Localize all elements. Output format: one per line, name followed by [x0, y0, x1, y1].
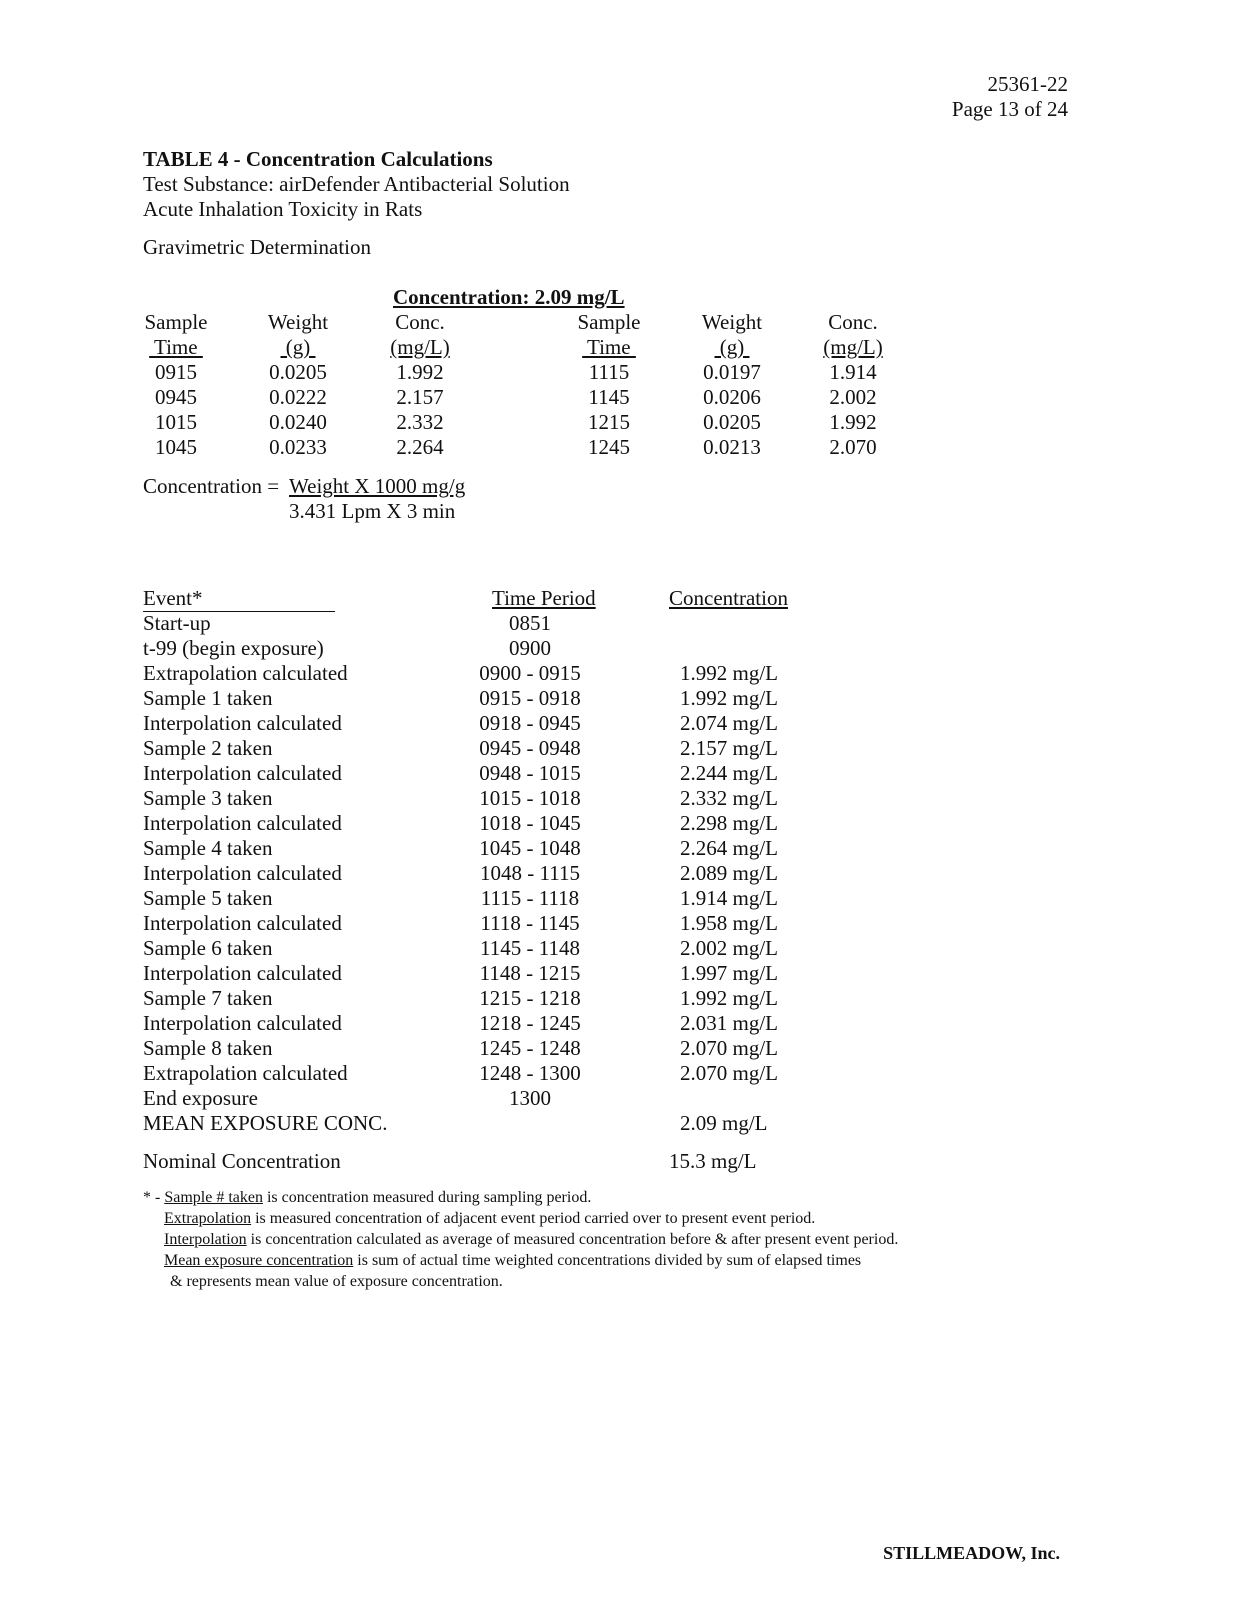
event-label: End exposure — [143, 1086, 258, 1110]
sample-table-cell: 0.0205 — [269, 360, 327, 384]
event-concentration: 2.089 mg/L — [680, 861, 778, 885]
sample-table-cell: 2.157 — [396, 385, 444, 409]
sample-table-header-unit: Time — [582, 335, 636, 359]
event-concentration: 2.332 mg/L — [680, 786, 778, 810]
formula-lhs: Concentration = — [143, 474, 280, 498]
event-label: Interpolation calculated — [143, 711, 342, 735]
sample-table-cell: 1.914 — [829, 360, 877, 384]
event-label: Interpolation calculated — [143, 961, 342, 985]
event-time-period: 0915 - 0918 — [479, 686, 581, 710]
test-substance: Test Substance: airDefender Antibacterial Solution — [143, 172, 570, 196]
sample-table-cell: 0945 — [155, 385, 197, 409]
event-label: Sample 2 taken — [143, 736, 273, 760]
sample-table-header: Conc. — [395, 310, 445, 334]
footnote-line-4: Mean exposure concentration is sum of actual time weighted concentrations divided by sum of elapsed times — [164, 1252, 862, 1269]
event-time-period: 1018 - 1045 — [479, 811, 581, 835]
event-label: Extrapolation calculated — [143, 661, 348, 685]
sample-table-header: Weight — [701, 310, 763, 334]
footnote-line-1: * - Sample # taken is concentration measured during sampling period. — [143, 1189, 592, 1206]
sample-table-cell: 1.992 — [829, 410, 877, 434]
sample-table-cell: 1215 — [588, 410, 630, 434]
company-name: STILLMEADOW, Inc. — [883, 1543, 1060, 1563]
sample-table-cell: 0915 — [155, 360, 197, 384]
sample-table-header-unit: (g) — [714, 335, 750, 359]
event-label: Interpolation calculated — [143, 761, 342, 785]
formula-denominator: 3.431 Lpm X 3 min — [289, 499, 456, 523]
event-concentration: 1.997 mg/L — [680, 961, 778, 985]
sample-table-header: Conc. — [828, 310, 878, 334]
event-time-period: 1015 - 1018 — [479, 786, 581, 810]
footnote-line-3: Interpolation is concentration calculated as average of measured concentration before & after present event period. — [164, 1231, 899, 1248]
sample-table-header-unit: (g) — [280, 335, 316, 359]
event-time-period: 0900 — [509, 636, 551, 660]
method-label: Gravimetric Determination — [143, 235, 371, 259]
event-time-period: 1148 - 1215 — [479, 961, 581, 985]
event-concentration: 2.09 mg/L — [680, 1111, 768, 1135]
event-time-period: 0945 - 0948 — [479, 736, 581, 760]
sample-table-cell: 1.992 — [396, 360, 444, 384]
event-time-period: 1300 — [509, 1086, 551, 1110]
sample-table-header: Sample — [144, 310, 208, 334]
sample-table-cell: 0.0213 — [703, 435, 761, 459]
report-number: 25361-22 — [987, 72, 1068, 96]
event-time-period: 1218 - 1245 — [479, 1011, 581, 1035]
sample-table-header: Weight — [267, 310, 329, 334]
event-label: Sample 8 taken — [143, 1036, 273, 1060]
event-concentration: 2.070 mg/L — [680, 1061, 778, 1085]
event-label: MEAN EXPOSURE CONC. — [143, 1111, 388, 1135]
event-time-period: 1145 - 1148 — [480, 936, 580, 960]
footnote-line-2: Extrapolation is measured concentration of adjacent event period carried over to present event period. — [164, 1210, 816, 1227]
event-time-period: 1215 - 1218 — [479, 986, 581, 1010]
event-time-period: 1245 - 1248 — [479, 1036, 581, 1060]
sample-table-cell: 0.0222 — [269, 385, 327, 409]
sample-table-header-unit: (mg/L) — [390, 335, 450, 359]
sample-table-cell: 2.070 — [829, 435, 877, 459]
formula-numerator: Weight X 1000 mg/g — [289, 474, 466, 498]
event-label: Start-up — [143, 611, 211, 635]
page-number: Page 13 of 24 — [951, 97, 1068, 121]
events-header-conc: Concentration — [669, 586, 788, 610]
sample-table-cell: 1245 — [588, 435, 630, 459]
event-time-period: 1118 - 1145 — [480, 911, 580, 935]
event-time-period: 1048 - 1115 — [480, 861, 580, 885]
sample-table-cell: 0.0206 — [703, 385, 761, 409]
event-time-period: 1115 - 1118 — [480, 886, 580, 910]
event-label: Interpolation calculated — [143, 811, 342, 835]
sample-table-cell: 1015 — [155, 410, 197, 434]
event-label: Sample 3 taken — [143, 786, 273, 810]
sample-table-header: Sample — [577, 310, 641, 334]
event-concentration: 2.031 mg/L — [680, 1011, 778, 1035]
events-header-event: Event* — [143, 586, 335, 612]
event-time-period: 0918 - 0945 — [479, 711, 581, 735]
footnote-line-5: & represents mean value of exposure concentration. — [170, 1273, 503, 1290]
sample-table-cell: 0.0240 — [269, 410, 327, 434]
event-label: Sample 5 taken — [143, 886, 273, 910]
sample-table-cell: 1045 — [155, 435, 197, 459]
table-title: TABLE 4 - Concentration Calculations — [143, 147, 493, 171]
event-concentration: 2.264 mg/L — [680, 836, 778, 860]
event-concentration: 1.992 mg/L — [680, 986, 778, 1010]
event-concentration: 1.992 mg/L — [680, 661, 778, 685]
sample-table-heading: Concentration: 2.09 mg/L — [393, 285, 625, 309]
event-time-period: 0900 - 0915 — [479, 661, 581, 685]
study-title: Acute Inhalation Toxicity in Rats — [143, 197, 423, 221]
sample-table-cell: 0.0205 — [703, 410, 761, 434]
events-header-time: Time Period — [492, 586, 596, 610]
sample-table-cell: 0.0197 — [703, 360, 761, 384]
sample-table-cell: 2.332 — [396, 410, 444, 434]
event-label: Extrapolation calculated — [143, 1061, 348, 1085]
sample-table-cell: 1145 — [588, 385, 630, 409]
event-label: Sample 4 taken — [143, 836, 273, 860]
event-time-period: 1248 - 1300 — [479, 1061, 581, 1085]
sample-table-cell: 1115 — [588, 360, 630, 384]
event-concentration: 2.244 mg/L — [680, 761, 778, 785]
event-label: Sample 1 taken — [143, 686, 273, 710]
sample-table-cell: 2.002 — [829, 385, 877, 409]
event-concentration: 2.298 mg/L — [680, 811, 778, 835]
event-label: Interpolation calculated — [143, 1011, 342, 1035]
event-label: Interpolation calculated — [143, 911, 342, 935]
nominal-label: Nominal Concentration — [143, 1149, 341, 1173]
event-label: Sample 6 taken — [143, 936, 273, 960]
event-label: Interpolation calculated — [143, 861, 342, 885]
event-time-period: 0851 — [509, 611, 551, 635]
sample-table-cell: 0.0233 — [269, 435, 327, 459]
event-label: t-99 (begin exposure) — [143, 636, 324, 660]
event-concentration: 2.074 mg/L — [680, 711, 778, 735]
event-concentration: 2.070 mg/L — [680, 1036, 778, 1060]
event-concentration: 1.958 mg/L — [680, 911, 778, 935]
event-label: Sample 7 taken — [143, 986, 273, 1010]
event-concentration: 2.157 mg/L — [680, 736, 778, 760]
sample-table-header-unit: Time — [149, 335, 203, 359]
nominal-value: 15.3 mg/L — [669, 1149, 757, 1173]
event-concentration: 1.914 mg/L — [680, 886, 778, 910]
event-time-period: 0948 - 1015 — [479, 761, 581, 785]
event-concentration: 2.002 mg/L — [680, 936, 778, 960]
event-time-period: 1045 - 1048 — [479, 836, 581, 860]
sample-table-cell: 2.264 — [396, 435, 444, 459]
event-concentration: 1.992 mg/L — [680, 686, 778, 710]
sample-table-header-unit: (mg/L) — [823, 335, 883, 359]
